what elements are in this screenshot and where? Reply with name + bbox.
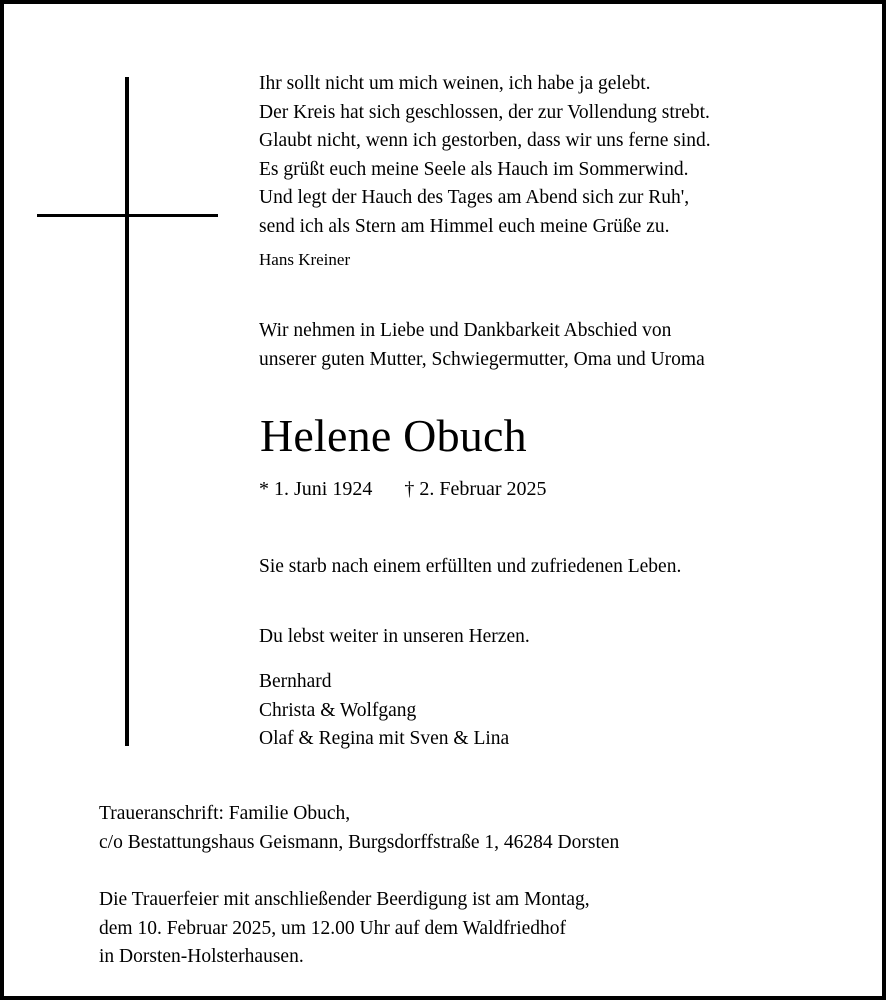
ceremony-info <box>99 886 590 972</box>
memorial-verse <box>259 70 869 241</box>
deceased-name: Helene Obuch <box>260 410 527 461</box>
notice-sheet <box>4 4 882 996</box>
mourners-list <box>259 668 509 754</box>
verse-line-5: Und legt der Hauch des Tages am Abend sich zur Ruh', <box>259 187 690 208</box>
life-dates <box>259 476 547 502</box>
mourning-address-line-2: c/o Bestattungshaus Geismann, Burgsdorffstraße 1, 46284 Dorsten <box>99 831 620 853</box>
death-date: 2. Februar 2025 <box>419 478 547 500</box>
verse-line-3: Glaubt nicht, wenn ich gestorben, dass wir uns ferne sind. <box>259 130 711 151</box>
verse-line-2: Der Kreis hat sich geschlossen, der zur Vollendung strebt. <box>259 101 710 123</box>
cross-vertical-beam <box>125 77 129 746</box>
cross-horizontal-beam <box>37 214 218 217</box>
mourner-line-2: Christa & Wolfgang <box>259 699 417 721</box>
verse-author: Hans Kreiner <box>259 250 351 269</box>
verse-line-1: Ihr sollt nicht um mich weinen, ich habe ja gelebt. <box>259 73 651 94</box>
ceremony-info-line-1: Die Trauerfeier mit anschließender Beerdigung ist am Montag, <box>99 889 590 910</box>
farewell-statement <box>259 317 869 374</box>
ceremony-info-line-3: in Dorsten-Holsterhausen. <box>99 946 304 967</box>
memory-note: Du lebst weiter in unseren Herzen. <box>259 626 530 647</box>
passing-note: Sie starb nach einem erfüllten und zufriedenen Leben. <box>259 556 682 577</box>
death-symbol: † <box>404 478 415 500</box>
verse-line-6: send ich als Stern am Himmel euch meine Grüße zu. <box>259 215 670 237</box>
birth-date: 1. Juni 1924 <box>274 478 373 500</box>
mourner-line-3: Olaf & Regina mit Sven & Lina <box>259 728 510 750</box>
verse-line-4: Es grüßt euch meine Seele als Hauch im Sommerwind. <box>259 158 689 180</box>
birth-symbol: * <box>259 478 269 500</box>
mourning-address-line-1: Traueranschrift: Familie Obuch, <box>99 803 351 824</box>
mourning-address <box>99 800 619 857</box>
mourner-line-1: Bernhard <box>259 671 332 692</box>
cross-icon <box>32 72 224 752</box>
farewell-line-1: Wir nehmen in Liebe und Dankbarkeit Abschied von <box>259 320 672 341</box>
farewell-line-2: unserer guten Mutter, Schwiegermutter, Oma und Uroma <box>259 348 705 370</box>
ceremony-info-line-2: dem 10. Februar 2025, um 12.00 Uhr auf dem Waldfriedhof <box>99 917 567 939</box>
